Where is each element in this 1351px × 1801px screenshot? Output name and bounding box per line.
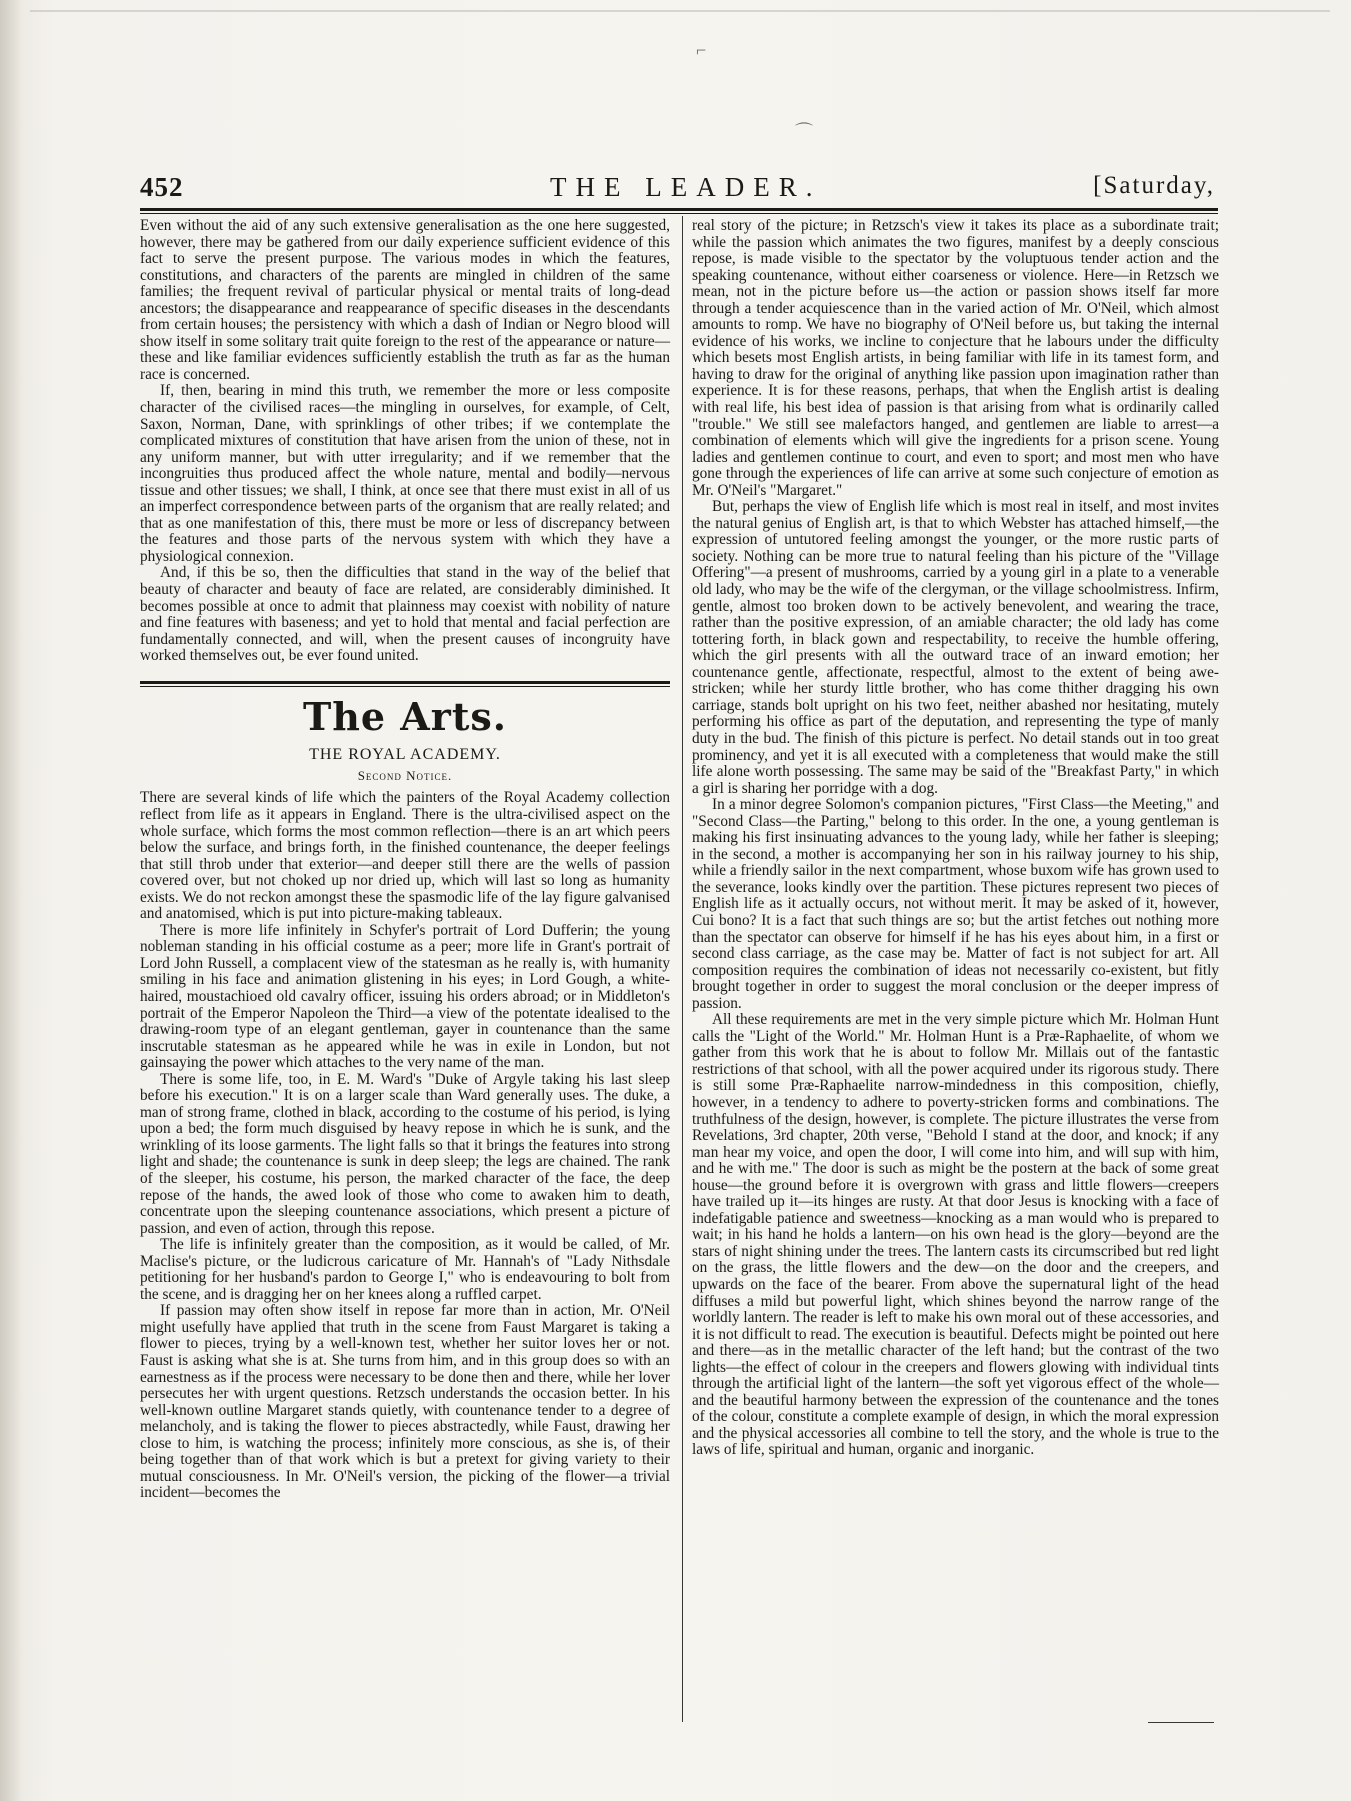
section-heading: The Arts. xyxy=(303,693,507,739)
body-paragraph: All these requirements are met in the very simple picture which Mr. Holman Hunt calls the "Light of the World." Mr. Holman Hunt is a Præ-Raphaelite, of whom we gather from this work that he is about to follow Mr. Millais out of the fantastic restrictions of that school, with all the power acquired under its rigorous study. There is still some Præ-Raphaelite narrow-mindedness in this composition, chiefly, however, in a tendency to adhere to poverty-stricken forms and combinations. The truthfulness of the design, however, is complete. The picture illustrates the verse from Revelations, 3rd chapter, 20th verse, "Behold I stand at the door, and knock; if any man hear my voice, and open the door, I will come into him, and will sup with him, and he with me." The door is such as might be the postern at the back of some great house—the ground before it is overgrown with grass and little flowers—creepers have trailed up it—its hinges are rusty. At that door Jesus is knocking with a face of indefatigable patience and sweetness—knocking as a man would who is prepared to wait; in his hand he holds a lantern—on his own head is the glory—beyond are the stars of night shining under the trees. The lantern casts its circumscribed but red light on the grass, the little flowers and the dew—on the door and the creepers, and upwards on the face of the bearer. From above the supernatural light of the head diffuses a mild but powerful light, which shines beyond the narrow range of the worldly lantern. The reader is left to make his own moral out of these accessories, and it is not difficult to read. The execution is beautiful. Defects might be pointed out here and there—as in the metallic character of the left hand; but the contrast of the two lights—the effect of colour in the creepers and flowers glowing with individual tints through the artificial light of the lantern—the soft yet vigorous effect of the whole—and the beautiful harmony between the expression of the countenance and the tones of the colour, constitute a complete example of design, in which the moral expression and the physical accessories all combine to tell the story, and the whole is true to the laws of life, spiritual and human, organic and inorganic. xyxy=(692,1011,1219,1459)
body-paragraph: real story of the picture; in Retzsch's view it takes its place as a subordinate trait; while the passion which animates the two figures, manifest by a deeply conscious repose, is made visible to the spectator by the voluptuous tender action and the speaking countenance, without either coarseness or violence. Here—in Retzsch we mean, not in the picture before us—the action or passion shows itself far more through a tender acquiescence than in the varied action of Mr. O'Neil, which almost amounts to romp. We have no biography of O'Neil before us, but taking the internal evidence of his works, we incline to conjecture that he labours under the difficulty which besets most English artists, in being familiar with life in its tamest form, and having to draw for the original of anything like passion upon imagination rather than experience. It is for these reasons, perhaps, that when the English artist is dealing with real life, his best idea of passion is that arising from what is ordinarily called "trouble." We still see malefactors hanged, and gentlemen are liable to arrest—a combination of elements which will give the ingredients for a prison scene. Young ladies and gentlemen continue to court, and even to sport; and most men who have gone through the experiences of life can arrive at some such conjecture of emotion as Mr. O'Neil's "Margaret." xyxy=(692,217,1219,499)
scan-shadow-edge xyxy=(0,0,22,1801)
masthead-title: THE LEADER. xyxy=(550,172,822,202)
body-paragraph: And, if this be so, then the difficulties that stand in the way of the belief that beauty of character and beauty of face are related, are considerably diminished. It becomes possible at once to admit that plainness may coexist with nobility of nature and fine features with baseness; and yet to hold that mental and facial perfection are fundamentally connected, and will, when the present causes of incongruity have worked themselves out, be ever found united. xyxy=(140,564,670,665)
left-column xyxy=(140,218,670,1502)
page-number: 452 xyxy=(140,172,184,202)
article-paragraph: There are several kinds of life which the painters of the Royal Academy collection reflect from life as it appears in England. There is the ultra-civilised aspect on the whole surface, which forms the most common reflection—there is an art which peers below the surface, and brings forth, in the finished countenance, the deeper feelings that still throb under that exterior—and deeper still there are the wells of passion covered over, but not choked up nor dried up, which will last so long as humanity exists. We do not reckon amongst these the spasmodic life of the lay figure galvanised and anatomised, which is put into picture-making tableaux. xyxy=(140,789,670,923)
article-subtitle: Second Notice. xyxy=(357,767,453,783)
article-paragraph: There is more life infinitely in Schyfer's portrait of Lord Dufferin; the young nobleman standing in his official costume as a peer; more life in Grant's portrait of Lord John Russell, a complacent view of the statesman as he really is, with humanity smiling in his face and animation glistening in his eyes; in Lord Gough, a white-haired, moustachioed old cavalry officer, issuing his orders abroad; or in Middleton's portrait of the Emperor Napoleon the Third—a view of the potentate idealised to the drawing-room type of an elegant gentleman, gayer in countenance than the same inscrutable statesman as he appeared while he was in exile in London, but not gainsaying the power which attaches to the very name of the man. xyxy=(140,921,670,1072)
article-paragraph: The life is infinitely greater than the composition, as it would be called, of Mr. Maclise's picture, or the ludicrous caricature of Mr. Hannah's of "Lady Nithsdale petitioning for her husband's pardon to George I," who is endeavouring to bolt from the scene, and is dragging her on her knees along a ruffled carpet. xyxy=(140,1236,670,1303)
header-rule xyxy=(140,208,1218,211)
article-paragraph: If passion may often show itself in repose far more than in action, Mr. O'Neil might usefully have applied that truth in the scene from Faust Margaret is taking a flower to pieces, trying by a well-known test, whether her suitor loves her or not. Faust is asking what she is at. She turns from him, and in this group does so with an earnestness as if the process were necessary to be done then and there, while her lover persecutes her with urgent questions. Retzsch understands the occasion better. In his well-known outline Margaret stands quietly, with countenance tender to a degree of melancholy, and is taking the flower to pieces abstractedly, while Faust, drawing her close to him, is watching the process; infinitely more conscious, as she is, of their being together than of that work which is but a pretext for giving variety to their mutual consciousness. In Mr. O'Neil's version, the picking of the flower—a trivial incident—becomes the xyxy=(140,1302,670,1502)
body-paragraph: In a minor degree Solomon's companion pictures, "First Class—the Meeting," and "Second Class—the Parting," belong to this order. In the one, a young gentleman is making his first insinuating advances to the young lady, while her father is sleeping; in the second, a mother is accompanying her son in his railway journey to his ship, while a friendly sailor in the next compartment, whose buxom wife has grown used to the severance, looks kindly over the partition. These pictures represent two pieces of English life as it actually occurs, not without merit. It may be asked of it, however, Cui bono? It is a fact that such things are so; but the artist fetches out nothing more than the spectator can observe for himself if he has his eyes about him, in a first or second class carriage, as the case may be. Matter of fact is not subject for art. All composition requires the combination of ideas not necessarily co-existent, but fitly brought together in order to suggest the moral conclusion or the deeper impress of passion. xyxy=(692,796,1219,1012)
scan-mark: ⌒ xyxy=(795,122,813,142)
page-header xyxy=(140,172,1215,206)
column-divider xyxy=(682,216,683,1722)
article-paragraph: There is some life, too, in E. M. Ward's "Duke of Argyle taking his last sleep before his execution." It is on a larger scale than Ward generally uses. The duke, a man of strong frame, clothed in black, according to the costume of his period, is lying upon a bed; the form much disguised by heavy repose in which he is sunk, and the wrinkling of its loose garments. The light falls so that it brings the features into strong light and shade; the countenance is sunk in deep sleep; the legs are chained. The rank of the sleeper, his costume, his person, the marked character of the face, the deep repose of the hands, the awed look of those who come to awaken him to death, concentrate upon the sleeping countenance associations, which present a picture of passion, and even of action, through this repose. xyxy=(140,1070,670,1237)
header-rule-thin xyxy=(140,213,1218,214)
scan-mark: ⌐ xyxy=(696,40,707,60)
body-paragraph: Even without the aid of any such extensive generalisation as the one here suggested, however, there may be gathered from our daily experience sufficient evidence of this fact to serve the present purpose. The various modes in which the features, constitutions, and characters of the parents are mingled in children of the same families; the frequent revival of particular physical or mental traits of long-dead ancestors; the disappearance and reappearance of specific diseases in the descendants from certain houses; the persistency with which a dash of Indian or Negro blood will show itself in some solitary trait quite foreign to the rest of the appearance or nature—these and like familiar evidences sufficiently establish the truth as far as the human race is concerned. xyxy=(140,217,670,383)
scan-top-edge xyxy=(30,10,1330,42)
dateline: [Saturday, xyxy=(1093,172,1215,199)
right-column xyxy=(692,218,1219,1459)
end-rule xyxy=(1148,1722,1214,1723)
body-paragraph: If, then, bearing in mind this truth, we remember the more or less composite character of the civilised races—the mingling in ourselves, for example, of Celt, Saxon, Norman, Dane, with sprinklings of other tribes; if we contemplate the complicated mixtures of constitution that have arisen from the union of these, not in any uniform manner, but with utter irregularity; and if we remember that the incongruities thus produced affect the whole nature, mental and bodily—nervous tissue and other tissues; we shall, I think, at once see that there must exist in all of us an imperfect correspondence between parts of the organism that are really related; and that as one manifestation of this, there must be more or less of discrepancy between the features and those parts of the nervous system with which they have a physiological connexion. xyxy=(140,382,670,565)
body-paragraph: But, perhaps the view of English life which is most real in itself, and most invites the natural genius of English art, is that to which Webster has attached himself,—the expression of untutored feeling amongst the younger, or the more rustic parts of society. Nothing can be more true to natural feeling than his picture of the "Village Offering"—a present of mushrooms, carried by a young girl in a plate to a venerable old lady, who may be the wife of the clergyman, or the village schoolmistress. Infirm, gentle, almost too broken down to be actively benevolent, and wearing the trace, rather than the positive expression, of an amiable character; the old lady has come tottering forth, in black gown and respectability, to receive the humble offering, which the girl presents with all the outward trace of an inward emotion; her countenance gentle, affectionate, respectful, almost to the extent of being awe-stricken; while her sturdy little brother, who has come thither dragging his own carriage, stands bolt upright on his two feet, neither abashed nor hesitating, mutely performing his office as part of the deputation, and representing the type of manly duty in the bud. The finish of this picture is perfect. No detail stands out in too great prominency, and yet it is all executed with a completeness that would make the still life alone worth possessing. The same may be said of the "Breakfast Party," in which a girl is sharing her porridge with a dog. xyxy=(692,498,1219,797)
section-rule xyxy=(140,681,670,687)
article-title: THE ROYAL ACADEMY. xyxy=(309,746,501,764)
